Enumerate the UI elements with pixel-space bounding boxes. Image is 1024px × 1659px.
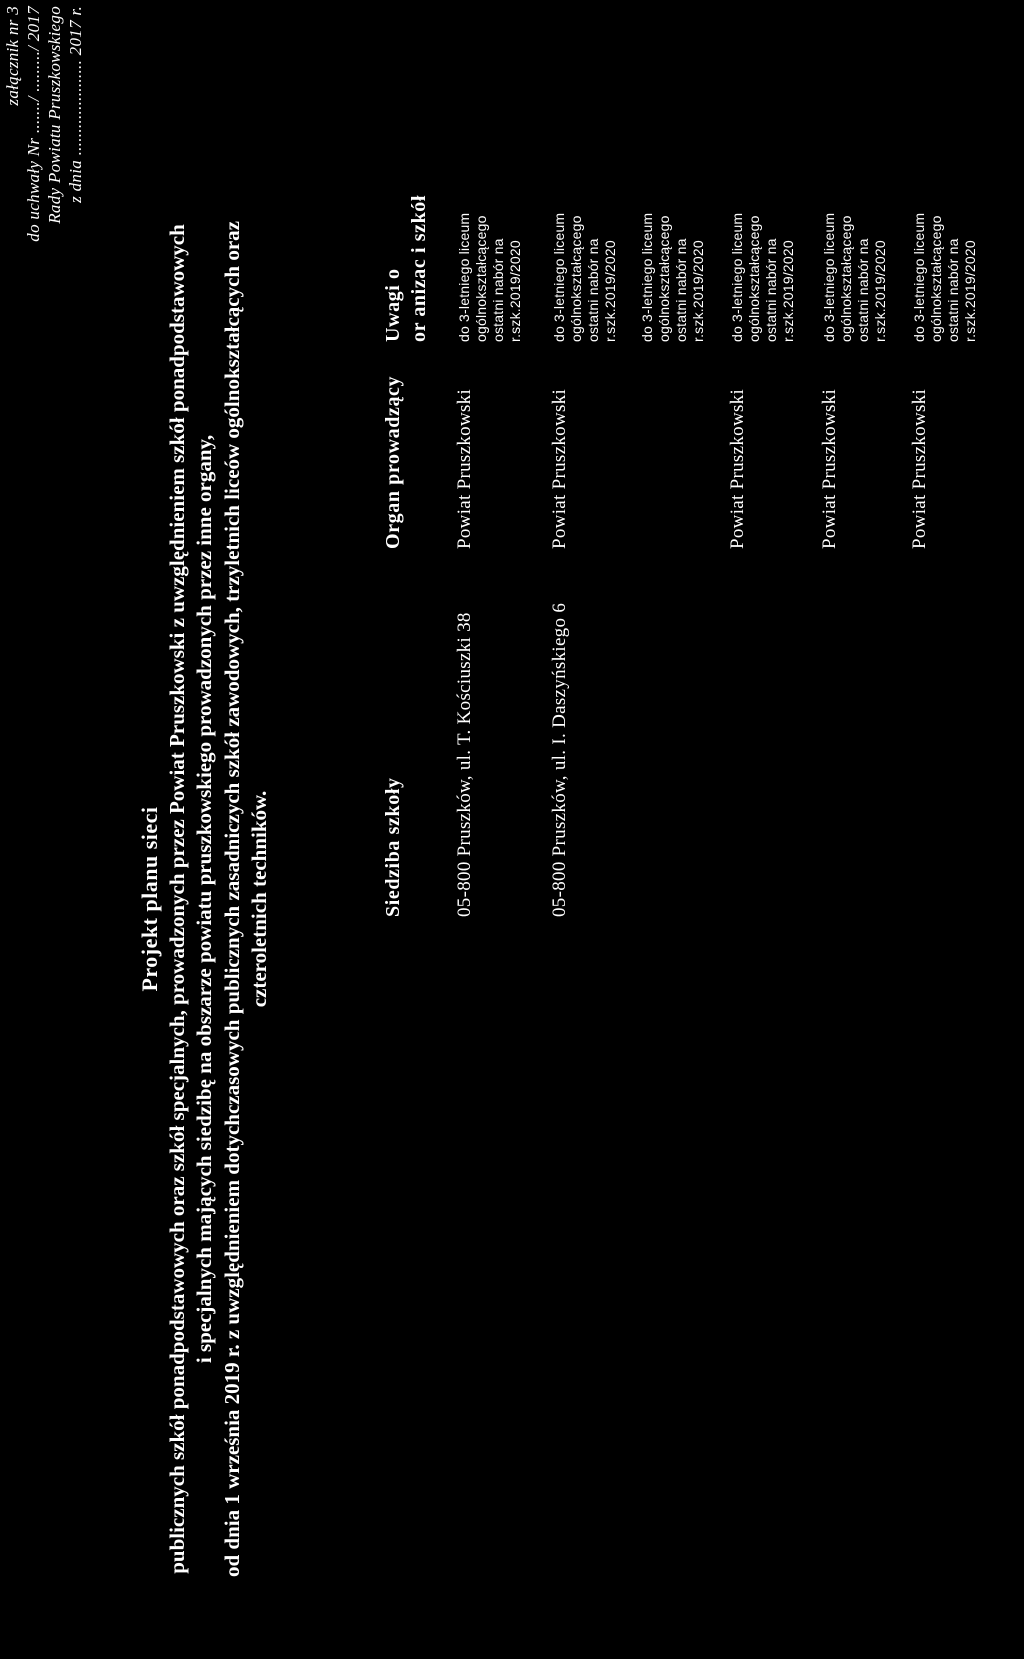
uwagi-line: r.szk.2019/2020 [780, 240, 796, 342]
header-uwagi-line2: or anizac i szkół [408, 194, 430, 342]
cell-uwagi [729, 213, 797, 342]
title-line-1: Projekt planu sieci [137, 806, 162, 992]
uwagi-line: do 3-letniego liceum [821, 212, 837, 342]
title-line-4: od dnia 1 września 2019 r. z uwzględnieniem dotychczasowych publicznych zasadniczych szkół zawodowych, trzyletnich liceów ogólnokształcących oraz [219, 221, 244, 1577]
uwagi-line: do 3-letniego liceum [551, 212, 567, 342]
uwagi-line: ostatni nabór na [855, 238, 871, 342]
cell-organ: Powiat Pruszkowski [454, 388, 475, 549]
cell-uwagi [456, 213, 524, 342]
cell-uwagi [821, 213, 889, 342]
title-line-3: i specjalnych mających siedzibę na obszarze powiatu pruszkowskiego prowadzonych przez inne organy, [192, 434, 216, 1364]
cell-uwagi [639, 213, 707, 342]
annex-date: z dnia ..................... 2017 r. [66, 6, 85, 203]
title-line-2: publicznych szkół ponadpodstawowych oraz szkół specjalnych, prowadzonych przez Powiat Pruszkowski z uwzględnieniem szkół ponadpodstawowych [164, 224, 189, 1574]
cell-organ: Powiat Pruszkowski [549, 388, 570, 549]
uwagi-line: ogólnokształcącego [473, 215, 489, 342]
uwagi-line: ogólnokształcącego [568, 215, 584, 342]
uwagi-line: do 3-letniego liceum [639, 212, 655, 342]
annex-reference [2, 6, 86, 242]
cell-siedziba: 05-800 Pruszków, ul. I. Daszyńskiego 6 [549, 602, 570, 917]
document-title [136, 139, 274, 1659]
uwagi-line: ostatni nabór na [490, 238, 506, 342]
uwagi-line: ogólnokształcącego [928, 215, 944, 342]
cell-organ: Powiat Pruszkowski [819, 388, 840, 549]
cell-organ: Powiat Pruszkowski [727, 388, 748, 549]
uwagi-line: do 3-letniego liceum [456, 212, 472, 342]
uwagi-line: ogólnokształcącego [838, 215, 854, 342]
cell-uwagi [551, 213, 619, 342]
uwagi-line: ostatni nabór na [945, 238, 961, 342]
uwagi-line: r.szk.2019/2020 [872, 240, 888, 342]
uwagi-line: ogólnokształcącego [656, 215, 672, 342]
uwagi-line: do 3-letniego liceum [729, 212, 745, 342]
uwagi-line: do 3-letniego liceum [911, 212, 927, 342]
cell-organ: Powiat Pruszkowski [909, 388, 930, 549]
uwagi-line: ostatni nabór na [673, 238, 689, 342]
annex-council: Rady Powiatu Pruszkowskiego [45, 6, 64, 224]
cell-siedziba: 05-800 Pruszków, ul. T. Kościuszki 38 [454, 612, 475, 917]
title-line-5: czteroletnich techników. [247, 790, 271, 1008]
uwagi-line: r.szk.2019/2020 [507, 240, 523, 342]
uwagi-line: ostatni nabór na [585, 238, 601, 342]
header-organ: Organ prowadzący [382, 375, 404, 549]
cell-uwagi [911, 213, 979, 342]
annex-number: załącznik nr 3 [3, 6, 22, 106]
uwagi-line: r.szk.2019/2020 [962, 240, 978, 342]
uwagi-line: ostatni nabór na [763, 238, 779, 342]
annex-resolution: do uchwały Nr ......./ ........./ 2017 [24, 6, 43, 242]
uwagi-line: r.szk.2019/2020 [690, 240, 706, 342]
uwagi-line: r.szk.2019/2020 [602, 240, 618, 342]
header-siedziba: Siedziba szkoły [382, 777, 404, 917]
header-uwagi-line1: Uwagi o [382, 268, 404, 342]
uwagi-line: ogólnokształcącego [746, 215, 762, 342]
